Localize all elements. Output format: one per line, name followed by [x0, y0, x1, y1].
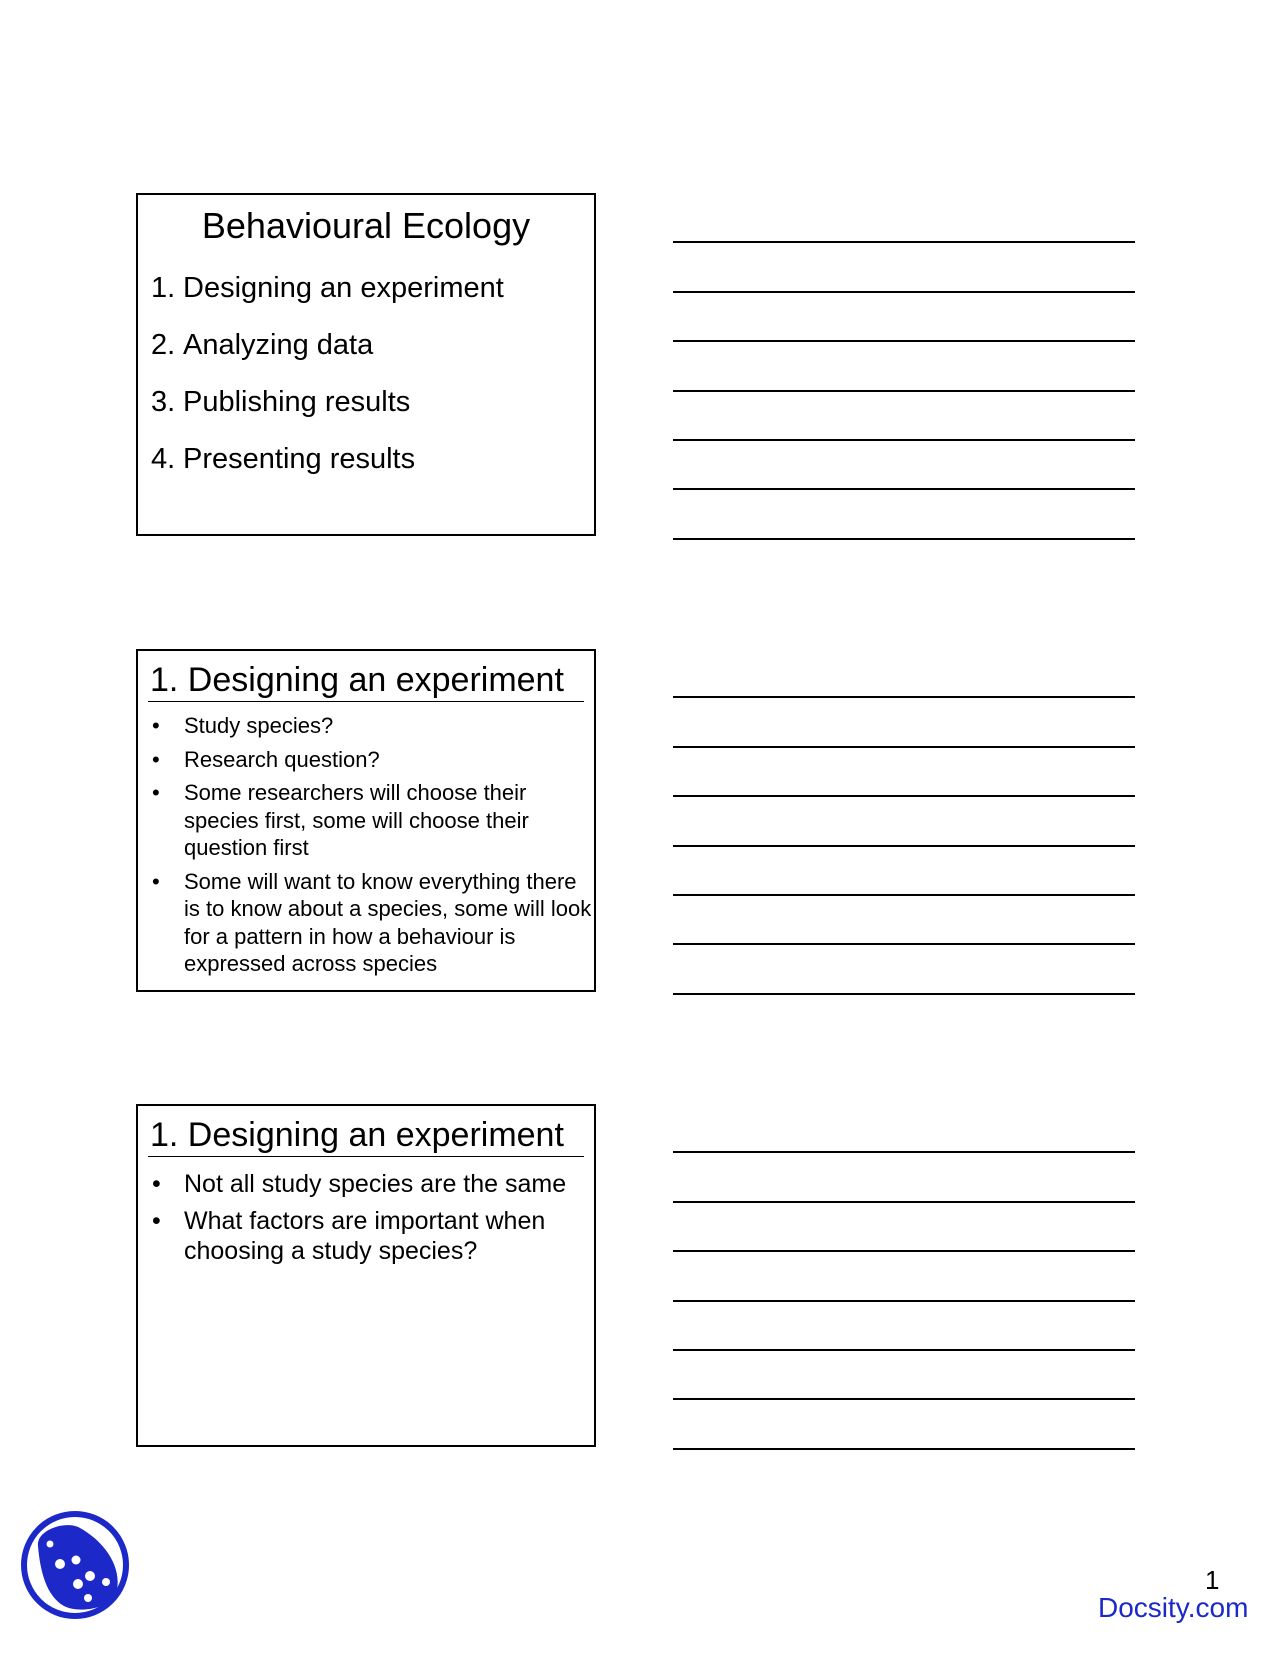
bullet-item: [138, 868, 594, 978]
notes-lines-3: [673, 1104, 1135, 1450]
slide-1: [136, 193, 596, 536]
note-line: [673, 1302, 1135, 1351]
bullet-text: Research question?: [184, 746, 380, 772]
note-line: [673, 194, 1135, 243]
list-number: 2.: [151, 329, 176, 361]
slide-3-title: 1. Designing an experiment: [148, 1116, 584, 1157]
list-item: [151, 442, 594, 476]
list-item: [151, 385, 594, 419]
slide-2: [136, 649, 596, 992]
note-line: [673, 698, 1135, 747]
page-number: 1: [1205, 1565, 1220, 1595]
note-line: [673, 1104, 1135, 1153]
bullet-icon: •: [152, 1207, 161, 1235]
note-line: [673, 1203, 1135, 1252]
note-line: [673, 1351, 1135, 1400]
bullet-item: [138, 712, 594, 740]
notes-lines-1: [673, 194, 1135, 540]
list-text: Presenting results: [183, 443, 416, 475]
note-line: [673, 243, 1135, 292]
note-line: [673, 945, 1135, 994]
bullet-item: [138, 746, 594, 774]
note-line: [673, 392, 1135, 441]
docsity-logo-icon: [20, 1510, 130, 1620]
list-item: [151, 328, 594, 362]
list-text: Analyzing data: [183, 329, 374, 361]
note-line: [673, 847, 1135, 896]
note-line: [673, 649, 1135, 698]
note-line: [673, 797, 1135, 846]
list-number: 1.: [151, 272, 176, 304]
bullet-text: What factors are important when choosing a study species?: [184, 1207, 546, 1265]
slide-3: [136, 1104, 596, 1447]
list-text: Designing an experiment: [183, 272, 504, 304]
notes-lines-2: [673, 649, 1135, 995]
slide-1-list: [138, 271, 594, 476]
note-line: [673, 293, 1135, 342]
note-line: [673, 342, 1135, 391]
note-line: [673, 1153, 1135, 1202]
list-item: [151, 271, 594, 305]
note-line: [673, 441, 1135, 490]
bullet-icon: •: [152, 1170, 161, 1198]
bullet-text: Not all study species are the same: [184, 1170, 567, 1198]
bullet-icon: •: [152, 713, 160, 738]
slide-3-bullets: [138, 1169, 594, 1266]
bullet-icon: •: [152, 746, 160, 772]
bullet-item: [138, 1206, 594, 1266]
list-number: 4.: [151, 443, 176, 475]
list-number: 3.: [151, 386, 176, 418]
note-line: [673, 1252, 1135, 1301]
slide-1-title: Behavioural Ecology: [201, 205, 531, 246]
list-text: Publishing results: [183, 386, 411, 418]
bullet-item: [138, 1169, 594, 1199]
bullet-text: Some will want to know everything there is to know about a species, some will look for a pattern in how a behaviour is expressed across species: [184, 868, 592, 976]
note-line: [673, 896, 1135, 945]
bullet-item: [138, 779, 594, 862]
note-line: [673, 748, 1135, 797]
note-line: [673, 490, 1135, 539]
docsity-link[interactable]: Docsity.com: [1098, 1592, 1249, 1623]
bullet-text: Some researchers will choose their species first, some will choose their question first: [184, 780, 529, 860]
bullet-icon: •: [152, 868, 160, 894]
note-line: [673, 1400, 1135, 1449]
slide-2-title: 1. Designing an experiment: [148, 661, 584, 702]
bullet-text: Study species?: [184, 713, 334, 738]
bullet-icon: •: [152, 780, 160, 805]
slide-2-bullets: [138, 712, 594, 978]
